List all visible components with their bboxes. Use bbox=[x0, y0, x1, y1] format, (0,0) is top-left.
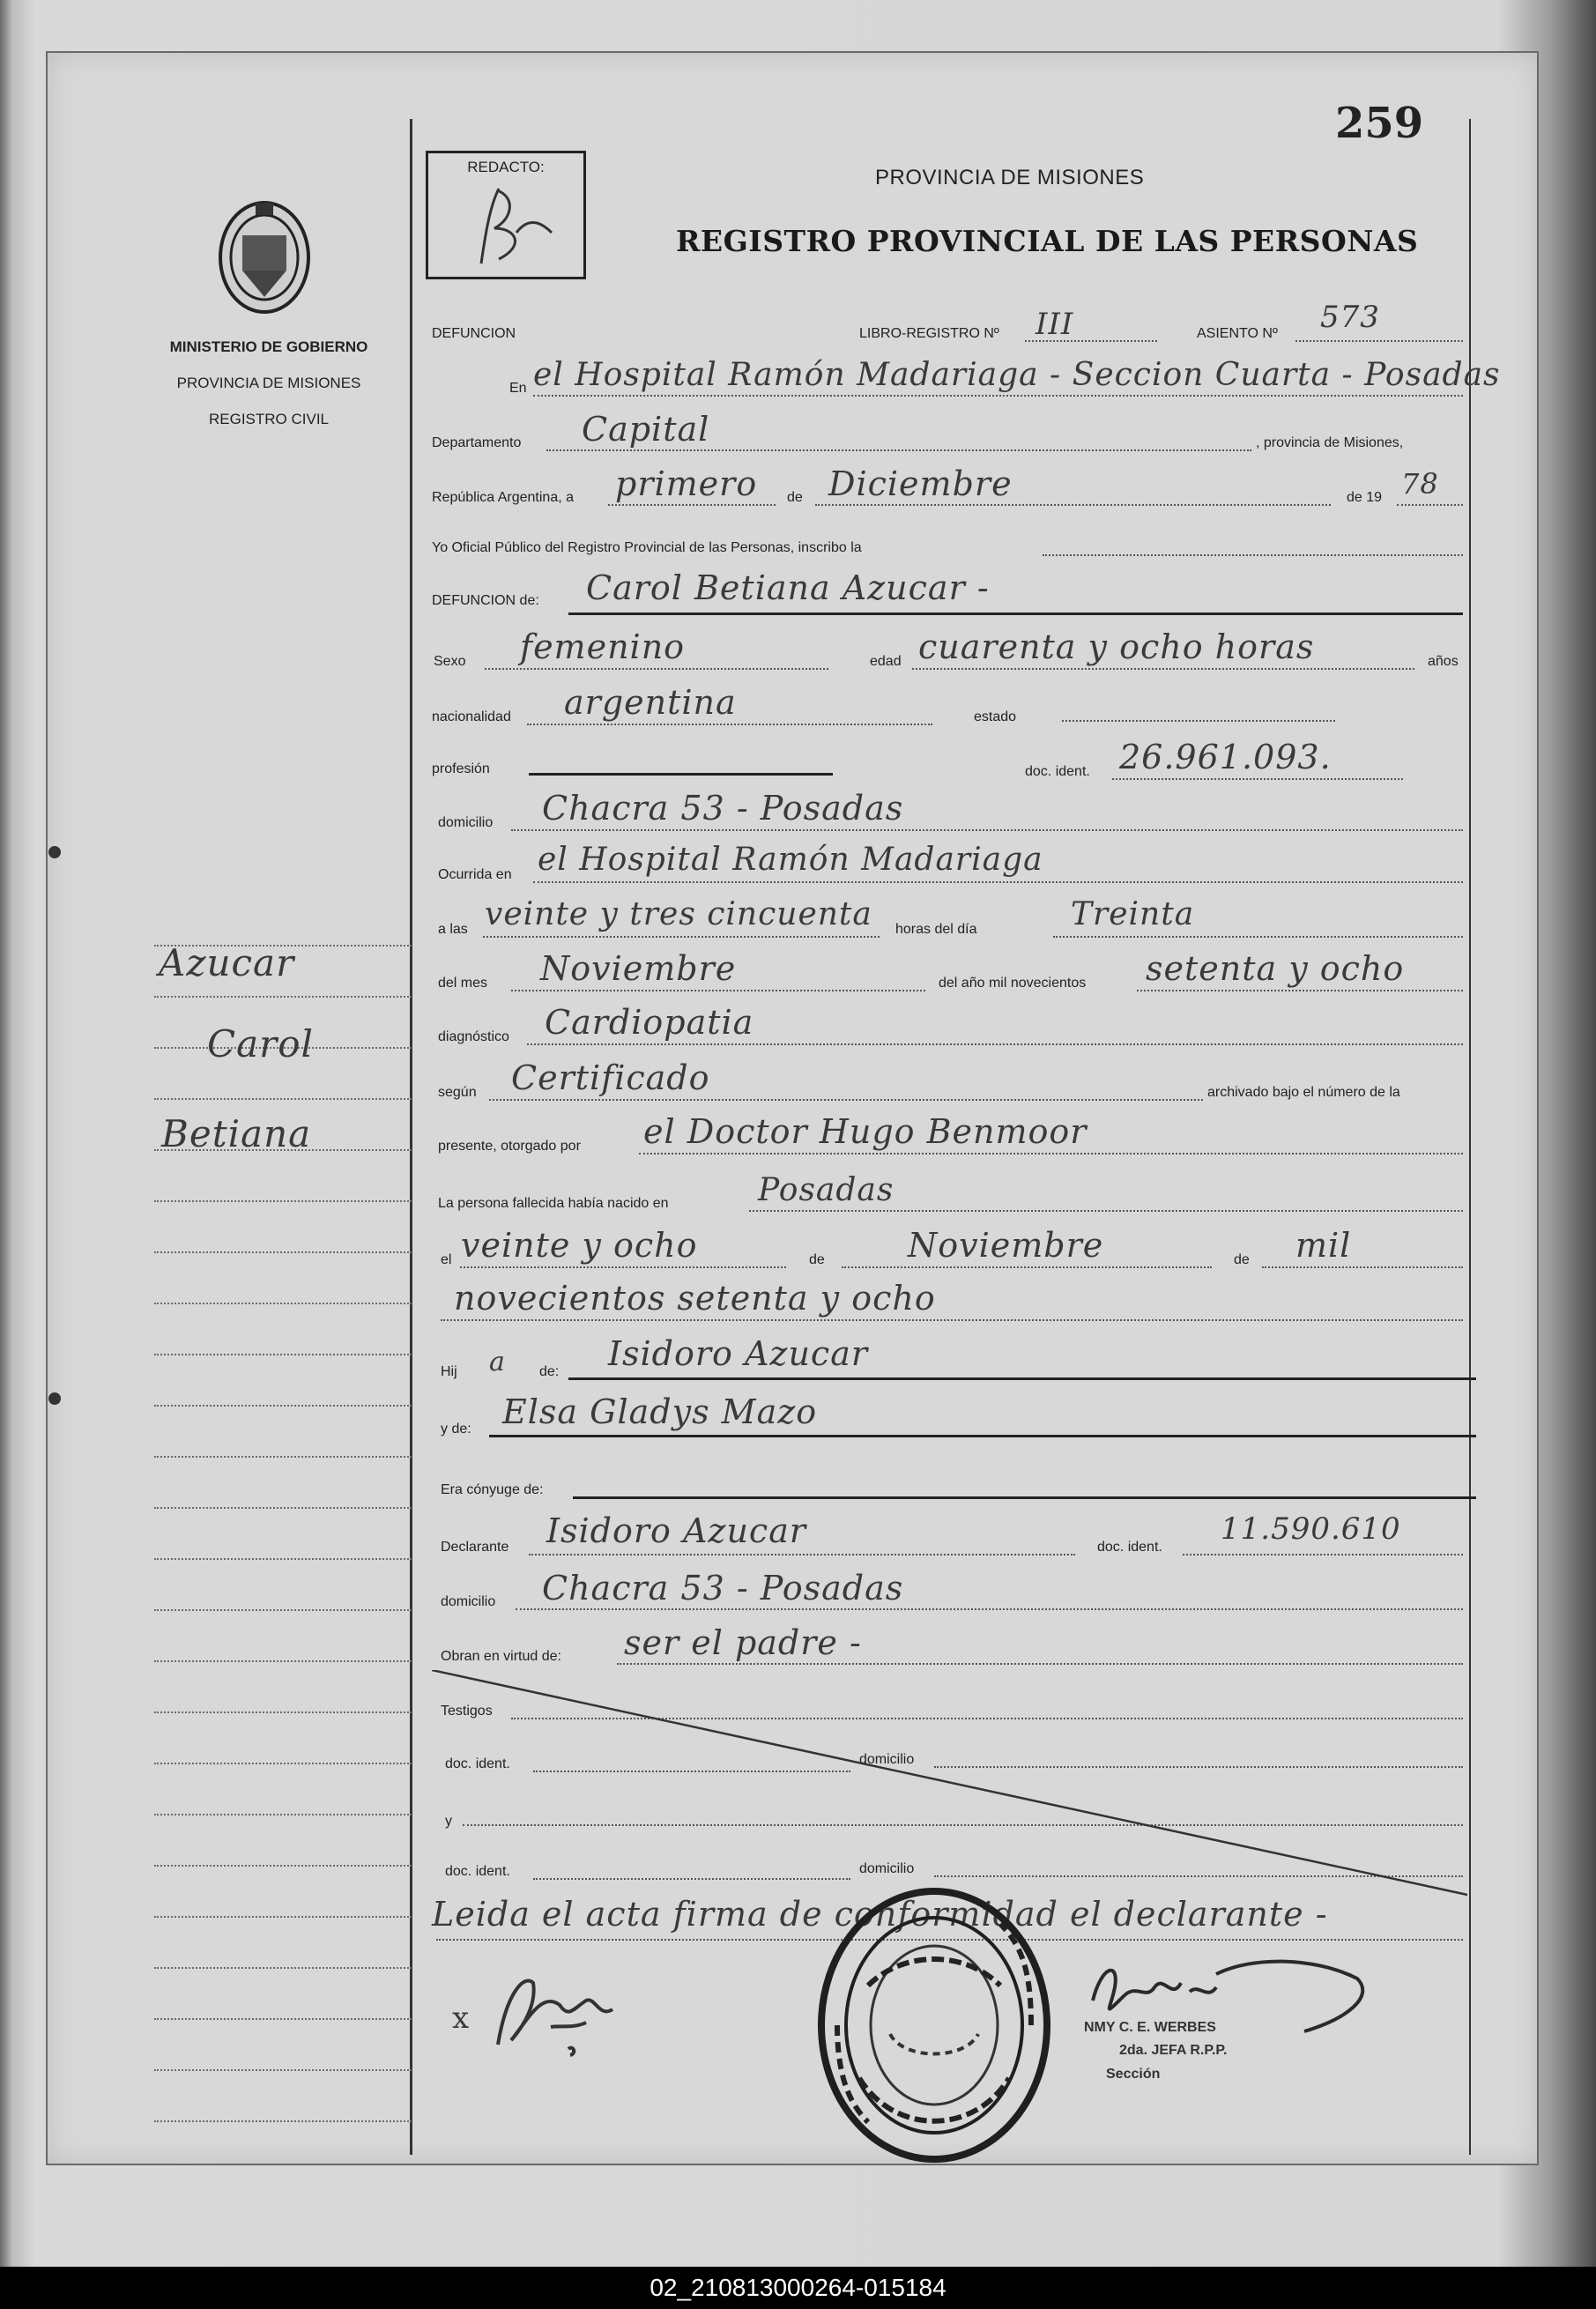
cancellation-diagonal bbox=[432, 1670, 1472, 1899]
domicilio-label: domicilio bbox=[438, 815, 494, 830]
margin-note-first-name: Carol bbox=[207, 1022, 314, 1065]
de-year-label: de 19 bbox=[1347, 490, 1383, 505]
obran-value: ser el padre - bbox=[624, 1623, 862, 1662]
archivado-label: archivado bajo el número de la bbox=[1207, 1085, 1400, 1100]
domicilio4-label: domicilio bbox=[859, 1861, 915, 1876]
declarante-label: Declarante bbox=[441, 1540, 509, 1555]
header-registry-title: REGISTRO PROVINCIAL DE LAS PERSONAS bbox=[676, 224, 1419, 258]
provincia-label: , provincia de Misiones, bbox=[1256, 435, 1404, 450]
redacto-initials bbox=[464, 180, 560, 268]
folio-number: 259 bbox=[1335, 99, 1424, 148]
left-registry-label: REGISTRO CIVIL bbox=[208, 411, 330, 427]
ocurrida-label: Ocurrida en bbox=[438, 867, 512, 882]
doc-ident4-label: doc. ident. bbox=[445, 1864, 510, 1879]
libro-value: III bbox=[1036, 307, 1074, 342]
de3-value: mil bbox=[1295, 1226, 1352, 1265]
sexo-value: femenino bbox=[520, 627, 686, 666]
departamento-label: Departamento bbox=[432, 435, 522, 450]
horas-dia-value: Treinta bbox=[1071, 896, 1195, 932]
de-label: de bbox=[787, 490, 803, 505]
yo-oficial-label: Yo Oficial Público del Registro Provincial de las Personas, inscribo la bbox=[432, 540, 862, 555]
provincial-crest-icon bbox=[216, 196, 313, 319]
ministry-label: MINISTERIO DE GOBIERNO bbox=[169, 338, 368, 355]
asiento-label: ASIENTO Nº bbox=[1197, 326, 1278, 341]
y-label: y bbox=[445, 1814, 452, 1829]
el-label: el bbox=[441, 1252, 452, 1267]
a-las-value: veinte y tres cincuenta bbox=[485, 896, 872, 932]
de2-label: de bbox=[809, 1252, 825, 1267]
republica-label: República Argentina, a bbox=[432, 490, 574, 505]
doc-ident-label: doc. ident. bbox=[1025, 764, 1090, 779]
header-province: PROVINCIA DE MISIONES bbox=[875, 166, 1145, 189]
madre-value: Elsa Gladys Mazo bbox=[502, 1392, 818, 1431]
year-value: 78 bbox=[1401, 467, 1439, 501]
nacido-label: La persona fallecida había nacido en bbox=[438, 1196, 669, 1211]
nacido-value: Posadas bbox=[758, 1172, 895, 1208]
leida-value: Leida el acta firma de conformidad el declarante - bbox=[432, 1895, 1328, 1934]
domicilio2-label: domicilio bbox=[441, 1594, 496, 1609]
domicilio-value: Chacra 53 - Posadas bbox=[542, 789, 904, 828]
diagnostico-label: diagnóstico bbox=[438, 1029, 509, 1044]
en-label: En bbox=[509, 381, 527, 396]
dia-value: primero bbox=[615, 464, 758, 503]
nacionalidad-value: argentina bbox=[564, 683, 737, 722]
padre-value: Isidoro Azucar bbox=[608, 1334, 869, 1373]
de-padre-label: de: bbox=[539, 1364, 560, 1379]
el-value: veinte y ocho bbox=[461, 1226, 698, 1265]
footer-bar bbox=[0, 2267, 1596, 2309]
defuncion-de-label: DEFUNCION de: bbox=[432, 593, 539, 608]
del-mes-value: Noviembre bbox=[540, 949, 737, 988]
official-name: NMY C. E. WERBES bbox=[1084, 2020, 1216, 2035]
profesion-label: profesión bbox=[432, 761, 490, 776]
ocurrida-value: el Hospital Ramón Madariaga bbox=[538, 842, 1043, 878]
departamento-value: Capital bbox=[582, 410, 710, 449]
official-title: 2da. JEFA R.P.P. bbox=[1119, 2043, 1228, 2058]
margin-note-middle-name: Betiana bbox=[161, 1112, 312, 1155]
footer-code: 02_210813000264-015184 bbox=[650, 2274, 946, 2301]
doc-ident-value: 26.961.093. bbox=[1119, 738, 1332, 776]
doc-ident2-value: 11.590.610 bbox=[1221, 1511, 1401, 1547]
horas-dia-label: horas del día bbox=[895, 922, 977, 937]
declarant-signature bbox=[489, 1956, 648, 2062]
doc-ident2-label: doc. ident. bbox=[1097, 1540, 1162, 1555]
redacto-label: REDACTO: bbox=[467, 159, 545, 175]
ano-mil-label: del año mil novecientos bbox=[939, 976, 1087, 991]
margin-note-surname: Azucar bbox=[159, 941, 295, 984]
declarante-value: Isidoro Azucar bbox=[546, 1511, 807, 1550]
y-de-label: y de: bbox=[441, 1422, 471, 1437]
defuncion-label: DEFUNCION bbox=[432, 326, 516, 341]
domicilio3-label: domicilio bbox=[859, 1752, 915, 1767]
nacionalidad-label: nacionalidad bbox=[432, 709, 511, 724]
libro-label: LIBRO-REGISTRO Nº bbox=[859, 326, 999, 341]
hij-suffix: a bbox=[489, 1347, 506, 1377]
del-mes-label: del mes bbox=[438, 976, 488, 991]
year-words-value: novecientos setenta y ocho bbox=[454, 1279, 936, 1318]
presente-label: presente, otorgado por bbox=[438, 1139, 581, 1154]
segun-label: según bbox=[438, 1085, 477, 1100]
segun-value: Certificado bbox=[511, 1058, 710, 1097]
left-province-label: PROVINCIA DE MISIONES bbox=[176, 375, 361, 391]
x-mark: x bbox=[452, 2001, 471, 2036]
a-las-label: a las bbox=[438, 922, 468, 937]
obran-label: Obran en virtud de: bbox=[441, 1649, 561, 1664]
binder-hole bbox=[48, 1392, 61, 1405]
official-section: Sección bbox=[1106, 2067, 1161, 2082]
estado-label: estado bbox=[974, 709, 1017, 724]
defuncion-de-value: Carol Betiana Azucar - bbox=[586, 568, 990, 607]
de3-label: de bbox=[1234, 1252, 1250, 1267]
edad-value: cuarenta y ocho horas bbox=[918, 627, 1315, 666]
presente-value: el Doctor Hugo Benmoor bbox=[643, 1112, 1088, 1151]
margin-divider bbox=[410, 119, 412, 2155]
hij-label: Hij bbox=[441, 1364, 457, 1379]
ano-mil-value: setenta y ocho bbox=[1146, 949, 1405, 988]
diagnostico-value: Cardiopatia bbox=[545, 1003, 754, 1042]
redacto-box bbox=[426, 151, 586, 279]
anos-label: años bbox=[1428, 654, 1459, 669]
official-seal-stamp bbox=[815, 1884, 1053, 2166]
de2-value: Noviembre bbox=[908, 1226, 1104, 1265]
sexo-label: Sexo bbox=[434, 654, 466, 669]
doc-ident3-label: doc. ident. bbox=[445, 1756, 510, 1771]
binder-hole bbox=[48, 846, 61, 858]
asiento-value: 573 bbox=[1320, 300, 1380, 335]
domicilio2-value: Chacra 53 - Posadas bbox=[542, 1569, 904, 1607]
mes-value: Diciembre bbox=[828, 464, 1013, 503]
en-value: el Hospital Ramón Madariaga - Seccion Cuarta - Posadas bbox=[533, 357, 1501, 393]
conyuge-label: Era cónyuge de: bbox=[441, 1482, 544, 1497]
edad-label: edad bbox=[870, 654, 902, 669]
testigos-label: Testigos bbox=[441, 1704, 493, 1719]
